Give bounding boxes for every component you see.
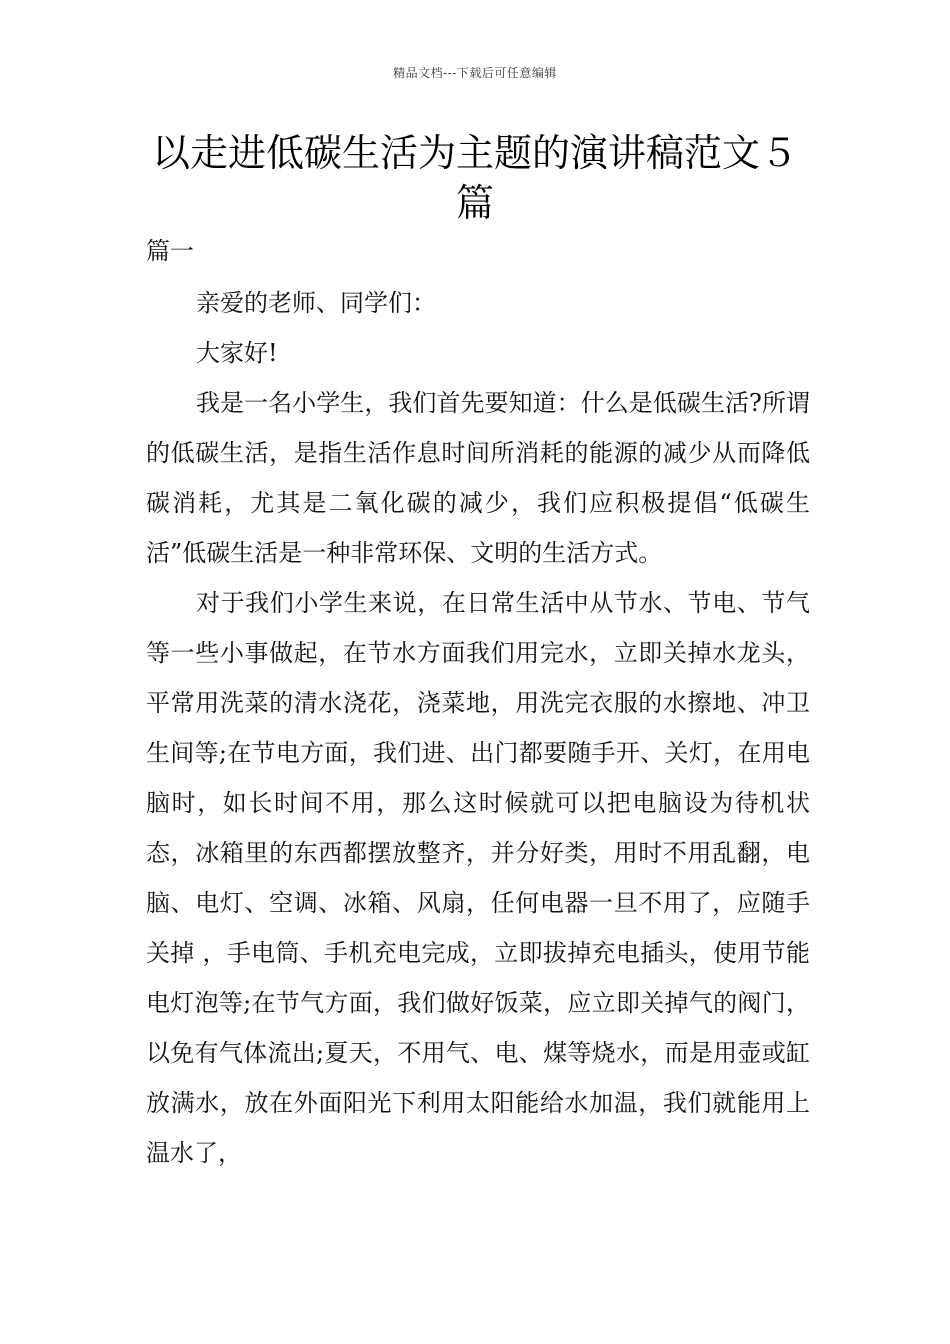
page-title: 以走进低碳生活为主题的演讲稿范文５篇 <box>151 131 798 225</box>
paragraph-actions: 对于我们小学生来说，在日常生活中从节水、节电、节气等一些小事做起，在节水方面我们用完水，立即关掉水龙头，平常用洗菜的清水浇花，浇菜地，用洗完衣服的水擦地、冲卫生间等;在节电方面，我们进、出门都要随手开、关灯，在用电脑时，如长时间不用，那么这时候就可以把电脑设为待机状态，冰箱里的东西都摆放整齐，并分好类，用时不用乱翻，电脑、电灯、空调、冰箱、风扇，任何电器一旦不用了，应随手关掉 ，手电筒、手机充电完成，立即拔掉充电插头，使用节能电灯泡等;在节气方面，我们做好饭菜，应立即关掉气的阀门，以免有气体流出;夏天，不用气、电、煤等烧水，而是用壶或缸放满水，放在外面阳光下利用太阳能给水加温，我们就能用上温水了， <box>146 589 810 1167</box>
section-label: 篇一 <box>146 237 194 265</box>
paragraph-intro: 我是一名小学生，我们首先要知道：什么是低碳生活?所谓的低碳生活，是指生活作息时间所消耗的能源的减少从而降低碳消耗，尤其是二氧化碳的减少，我们应积极提倡“低碳生活”低碳生活是一种非常环保、文明的生活方式。 <box>146 389 810 567</box>
paragraph-greeting: 亲爱的老师、同学们： <box>196 289 436 317</box>
paragraph-hello: 大家好! <box>196 339 278 367</box>
document-body <box>146 226 810 1178</box>
header-note: 精品文档---下载后可任意编辑 <box>393 66 557 80</box>
